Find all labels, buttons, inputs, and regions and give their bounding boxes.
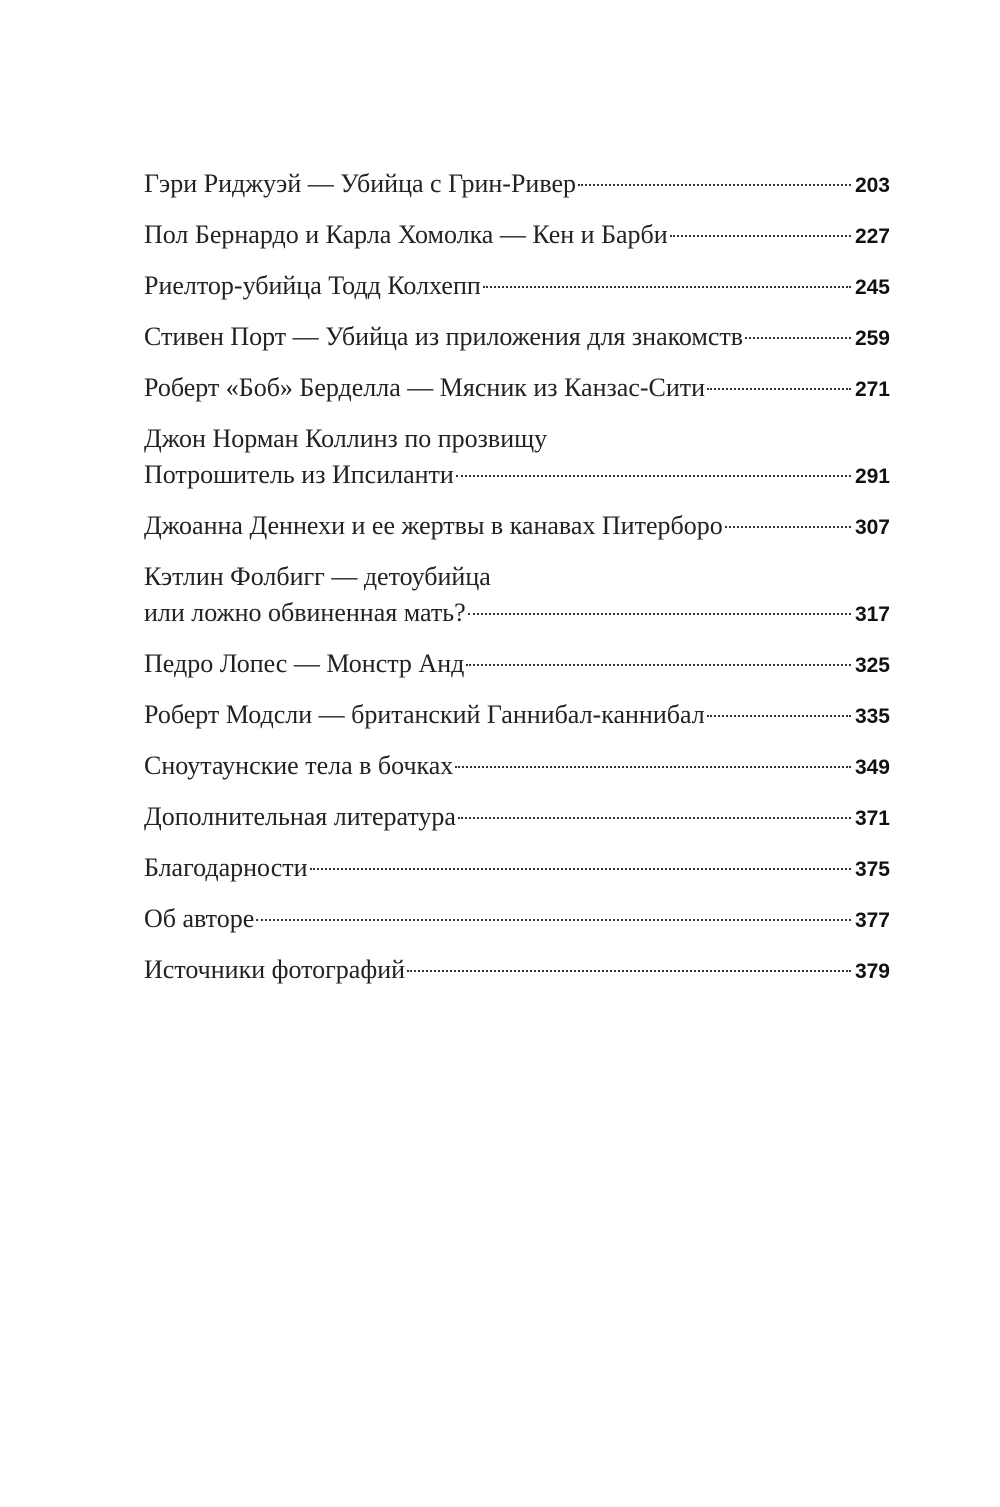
toc-entry-title-line-2: или ложно обвиненная мать? [144, 598, 466, 627]
toc-entry-page: 291 [854, 465, 890, 488]
dot-leader [407, 970, 851, 972]
dot-leader [483, 286, 851, 288]
toc-entry-page: 349 [854, 756, 890, 779]
toc-entry[interactable] [144, 559, 890, 631]
toc-entry[interactable] [144, 901, 890, 937]
toc-entry-title: Педро Лопес — Монстр Анд [144, 649, 465, 678]
toc-entry-page: 375 [854, 858, 890, 881]
toc-entry[interactable] [144, 319, 890, 355]
dot-leader [670, 235, 851, 237]
toc-entry-page: 371 [854, 807, 890, 830]
toc-entry[interactable] [144, 748, 890, 784]
dot-leader [745, 337, 851, 339]
dot-leader [456, 475, 851, 477]
dot-leader [468, 613, 851, 615]
dot-leader [466, 664, 851, 666]
toc-entry-title: Риелтор-убийца Тодд Колхепп [144, 271, 481, 300]
dot-leader [725, 526, 851, 528]
toc-entry-page: 379 [854, 960, 890, 983]
dot-leader [256, 919, 851, 921]
toc-entry-page: 335 [854, 705, 890, 728]
toc-entry-page: 271 [854, 378, 890, 401]
toc-entry-title: Источники фотографий [144, 955, 406, 984]
toc-entry-page: 325 [854, 654, 890, 677]
toc-entry[interactable] [144, 166, 890, 202]
toc-entry[interactable] [144, 850, 890, 886]
toc-entry[interactable] [144, 952, 890, 988]
toc-entry-page: 203 [854, 174, 890, 197]
toc-entry-title: Сноутаунские тела в бочках [144, 751, 454, 780]
toc-entry-title: Джоанна Деннехи и ее жертвы в канавах Питерборо [144, 511, 723, 540]
toc-entry[interactable] [144, 508, 890, 544]
toc-entry-page: 317 [854, 603, 890, 626]
toc-entry-page: 227 [854, 225, 890, 248]
dot-leader [707, 715, 851, 717]
toc-entry[interactable] [144, 217, 890, 253]
toc-entry-page: 377 [854, 909, 890, 932]
toc-entry-title: Дополнительная литература [144, 802, 456, 831]
table-of-contents [144, 166, 890, 1003]
dot-leader [458, 817, 851, 819]
toc-entry-title: Благодарности [144, 853, 308, 882]
toc-entry[interactable] [144, 697, 890, 733]
toc-entry-title: Об авторе [144, 904, 255, 933]
toc-entry[interactable] [144, 421, 890, 493]
toc-entry-page: 245 [854, 276, 890, 299]
toc-entry-title-line-1: Кэтлин Фолбигг — детоубийца [144, 562, 491, 591]
dot-leader [455, 766, 851, 768]
toc-entry-title: Роберт Модсли — британский Ганнибал-каннибал [144, 700, 705, 729]
toc-entry[interactable] [144, 268, 890, 304]
toc-entry[interactable] [144, 646, 890, 682]
toc-entry[interactable] [144, 799, 890, 835]
dot-leader [578, 184, 851, 186]
toc-entry-title: Гэри Риджуэй — Убийца с Грин-Ривер [144, 169, 576, 198]
toc-entry-title-line-1: Джон Норман Коллинз по прозвищу [144, 424, 548, 453]
toc-entry-title: Стивен Порт — Убийца из приложения для знакомств [144, 322, 744, 351]
toc-entry-page: 307 [854, 516, 890, 539]
toc-entry-title: Пол Бернардо и Карла Хомолка — Кен и Барби [144, 220, 668, 249]
dot-leader [707, 388, 851, 390]
toc-entry-title-line-2: Потрошитель из Ипсиланти [144, 460, 454, 489]
toc-entry-title: Роберт «Боб» Берделла — Мясник из Канзас-Сити [144, 373, 706, 402]
toc-entry[interactable] [144, 370, 890, 406]
dot-leader [310, 868, 851, 870]
toc-entry-page: 259 [854, 327, 890, 350]
